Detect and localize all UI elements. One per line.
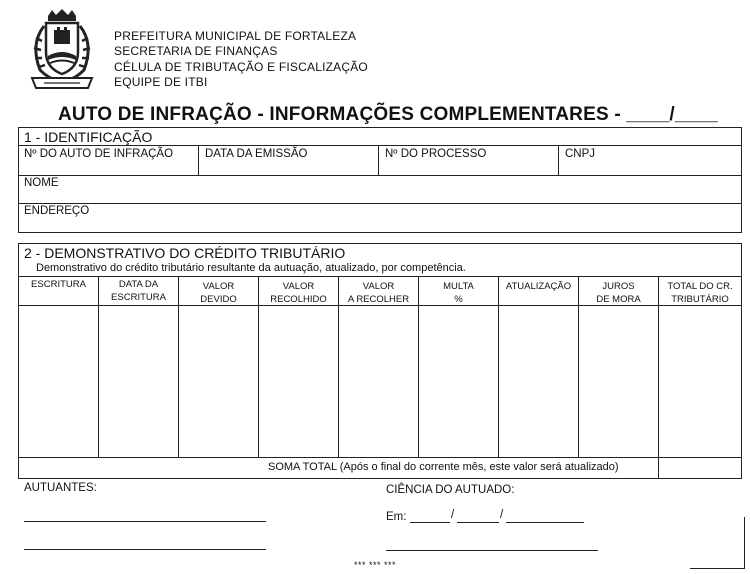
credit-statement-subtitle: Demonstrativo do crédito tributário resultante da autuação, atualizado, por competência. [36,262,466,274]
autuante-signature-line-1[interactable] [24,521,266,522]
divider [498,276,499,457]
date-prefix: Em: [386,511,407,523]
divider [198,145,199,175]
divider [18,203,742,204]
column-header-escritura: ESCRITURA [31,279,86,290]
date-month-field[interactable] [457,522,499,523]
column-header-valor-a-recolher: VALOR A RECOLHER [347,281,410,305]
autuado-signature-line[interactable] [386,550,598,551]
date-year-field[interactable] [506,522,584,523]
page-title: AUTO DE INFRAÇÃO - INFORMAÇÕES COMPLEMENTARES - ____/____ [58,104,718,125]
divider [658,276,659,479]
edge-mark [690,568,744,569]
auto-number-field[interactable]: Nº DO AUTO DE INFRAÇÃO [24,148,174,160]
divider [18,175,742,176]
header-line-3: CÉLULA DE TRIBUTAÇÃO E FISCALIZAÇÃO [114,60,368,74]
address-field[interactable]: ENDEREÇO [24,205,90,217]
total-label: SOMA TOTAL (Após o final do corrente mês, este valor será atualizado) [268,461,619,473]
header-line-4: EQUIPE DE ITBI [114,75,208,89]
column-header-valor-devido: VALOR DEVIDO [200,281,237,305]
divider [18,457,742,458]
divider [18,276,742,277]
header-line-1: PREFEITURA MUNICIPAL DE FORTALEZA [114,29,357,43]
column-header-atualizacao: ATUALIZAÇÃO [505,281,572,292]
autuantes-label: AUTUANTES: [24,482,97,494]
column-header-data-escritura: DATA DA ESCRITURA [111,279,166,303]
identification-title: 1 - IDENTIFICAÇÃO [24,129,153,145]
process-number-field[interactable]: Nº DO PROCESSO [385,148,487,160]
date-separator: / [500,509,504,521]
edge-mark [744,517,745,569]
autuante-signature-line-2[interactable] [24,549,266,550]
column-header-total-credito: TOTAL DO CR. TRIBUTÁRIO [667,281,733,305]
divider [378,145,379,175]
column-header-valor-recolhido: VALOR RECOLHIDO [270,281,327,305]
issue-date-field[interactable]: DATA DA EMISSÃO [205,148,308,160]
footer-mark: *** *** *** [354,560,397,570]
coat-of-arms-icon [26,8,98,94]
divider [558,145,559,175]
header-line-2: SECRETARIA DE FINANÇAS [114,44,278,58]
column-header-multa: MULTA % [443,281,474,305]
ciencia-label: CIÊNCIA DO AUTUADO: [386,484,515,496]
divider [18,145,742,146]
name-field[interactable]: NOME [24,177,59,189]
credit-statement-title: 2 - DEMONSTRATIVO DO CRÉDITO TRIBUTÁRIO [24,245,346,261]
date-day-field[interactable] [410,522,450,523]
date-separator: / [451,509,455,521]
column-header-juros-de-mora: JUROS DE MORA [596,281,641,305]
cnpj-field[interactable]: CNPJ [565,148,596,160]
